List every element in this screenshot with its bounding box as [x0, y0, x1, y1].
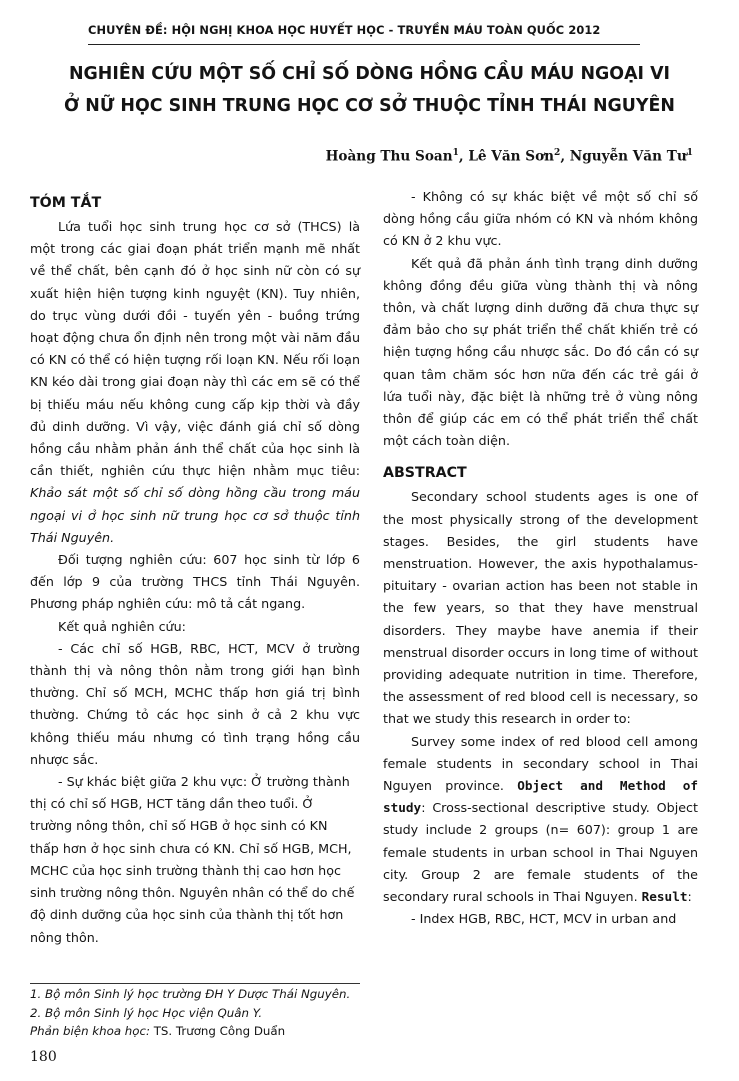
abstract-paragraph-method [383, 731, 698, 909]
author-list [326, 148, 693, 165]
author-separator: , [560, 148, 570, 165]
footnote-affiliation-2: 2. Bộ môn Sinh lý học Học viện Quân Y. [30, 1005, 263, 1020]
abstract-paragraph-result-1: - Index HGB, RBC, HCT, MCV in urban and [411, 911, 677, 927]
author-3: Nguyễn Văn Tư [569, 148, 687, 165]
tomtat-paragraph-subjects: Đối tượng nghiên cứu: 607 học sinh từ lớp 6 đến lớp 9 của trường THCS tỉnh Thái Nguyên. Phương pháp nghiên cứu: mô tả cắt ngang. [30, 552, 360, 612]
author-1-affiliation-mark: 1 [452, 148, 459, 158]
tomtat-heading: TÓM TẮT [30, 195, 102, 211]
abstract-paragraph-intro: Secondary school students ages is one of the most physically strong of the development stages. Besides, the girl students have menstruation. However, the axis hypothalamus-pituitary - ovarian action has been not stable in the few years, so that they have menstrual disorders. They maybe have anemia if their menstrual disorder occurs in long time of without providing adequate nutrition in time. Therefore, the assessment of red blood cell is necessary, so that we study this research in order to: [383, 489, 698, 727]
abstract-aim-text: Survey some index of red blood cell among female students in secondary school in Thai Nguyen province. [383, 733, 698, 794]
abstract-method-label: Object and Method of study [383, 778, 698, 816]
tomtat-intro-text: Lứa tuổi học sinh trung học cơ sở (THCS) là một trong các giai đoạn phát triển mạnh mẽ nhất về thể chất, bên cạnh đó ở học sinh nữ còn có sự xuất hiện hiện tượng kinh nguyệt (KN). Tuy nhiên, do trục vùng dưới đồi - tuyến yên - buồng trứng hoạt động chưa ổn định nên trong một vài năm đầu có KN có thể có hiện tượng rối loạn KN. Nếu rối loạn KN kéo dài trong giai đoạn này thì các em sẽ có thể bị thiếu máu nếu không cung cấp kịp thời và đầy đủ dinh dưỡng. Vì vậy, việc đánh giá chỉ số dòng hồng cầu nhằm phản ánh thể chất của học sinh là cần thiết, nghiên cứu thực hiện nhằm mục tiêu: [30, 219, 360, 479]
abstract-heading: ABSTRACT [383, 465, 467, 482]
tomtat-paragraph-intro [30, 216, 360, 549]
abstract-result-label: Result [641, 889, 688, 905]
reviewer-name: TS. Trương Công Duẩn [153, 1024, 286, 1039]
tomtat-paragraph-result-3: - Không có sự khác biệt về một số chỉ số dòng hồng cầu giữa nhóm có KN và nhóm không có KN ở 2 khu vực. [383, 189, 698, 249]
running-header: CHUYÊN ĐỀ: HỘI NGHỊ KHOA HỌC HUYẾT HỌC - TRUYỀN MÁU TOÀN QUỐC 2012 [88, 23, 601, 37]
footnotes [30, 985, 450, 1041]
abstract-method-text: : Cross-sectional descriptive study. Object study include 2 groups (n= 607): group 1 are female students in urban school in Thai Nguyen city. Group 2 are female students of the secondary rural schools in Thai Nguyen. [383, 800, 698, 905]
tomtat-paragraph-result-1: - Các chỉ số HGB, RBC, HCT, MCV ở trường thành thị và nông thôn nằm trong giới hạn bình thường. Chỉ số MCH, MCHC thấp hơn giá trị bình thường. Chứng tỏ các học sinh ở cả 2 khu vực không thiếu máu nhưng có tình trạng hồng cầu nhược sắc. [30, 640, 360, 767]
footnote-rule [30, 983, 360, 984]
reviewer-label: Phản biện khoa học: [30, 1024, 154, 1039]
article-title-line-1: NGHIÊN CỨU MỘT SỐ CHỈ SỐ DÒNG HỒNG CẦU MÁU NGOẠI VI [68, 64, 671, 84]
author-2: Lê Văn Sơn [468, 148, 555, 165]
tomtat-paragraph-result-2: - Sự khác biệt giữa 2 khu vực: Ở trường thành thị có chỉ số HGB, HCT tăng dần theo tuổi. Ở trường nông thôn, chỉ số HGB ở học sinh có KN thấp hơn ở học sinh chưa có KN. Chỉ số HGB, MCH, MCHC của học sinh trường thành thị cao hơn học sinh trường nông thôn. Nguyên nhân có thể do chế độ dinh dưỡng của học sinh của thành thị tốt hơn nông thôn. [30, 774, 355, 945]
right-column [383, 186, 698, 931]
author-2-affiliation-mark: 2 [554, 148, 561, 158]
left-column [30, 192, 360, 949]
author-3-affiliation-mark: 1 [686, 148, 693, 158]
footnote-reviewer [30, 1022, 450, 1041]
page-number: 180 [30, 1049, 57, 1065]
footnote-affiliation-1: 1. Bộ môn Sinh lý học trường ĐH Y Dược Thái Nguyên. [30, 987, 351, 1001]
abstract-result-colon: : [687, 889, 692, 905]
tomtat-paragraph-results-label: Kết quả nghiên cứu: [58, 618, 186, 634]
tomtat-paragraph-conclusion: Kết quả đã phản ánh tình trạng dinh dưỡng không đồng đều giữa vùng thành thị và nông thôn, và chất lượng dinh dưỡng đã chưa thực sự đảm bảo cho sự phát triển thể chất khiến trẻ có hiện tượng hồng cầu nhược sắc. Do đó cần có sự quan tâm chăm sóc hơn nữa đến các trẻ gái ở lứa tuổi này, đặc biệt là những trẻ ở vùng nông thôn để giúp các em có thể phát triển thể chất một cách toàn diện. [383, 255, 698, 449]
tomtat-objective-text: Khảo sát một số chỉ số dòng hồng cầu trong máu ngoại vi ở học sinh nữ trung học cơ sở thuộc tỉnh Thái Nguyên. [30, 485, 360, 545]
author-1: Hoàng Thu Soan [325, 148, 453, 165]
header-rule [88, 44, 640, 45]
author-separator: , [458, 148, 469, 165]
article-title-line-2: Ở NỮ HỌC SINH TRUNG HỌC CƠ SỞ THUỘC TỈNH THÁI NGUYÊN [64, 96, 675, 116]
